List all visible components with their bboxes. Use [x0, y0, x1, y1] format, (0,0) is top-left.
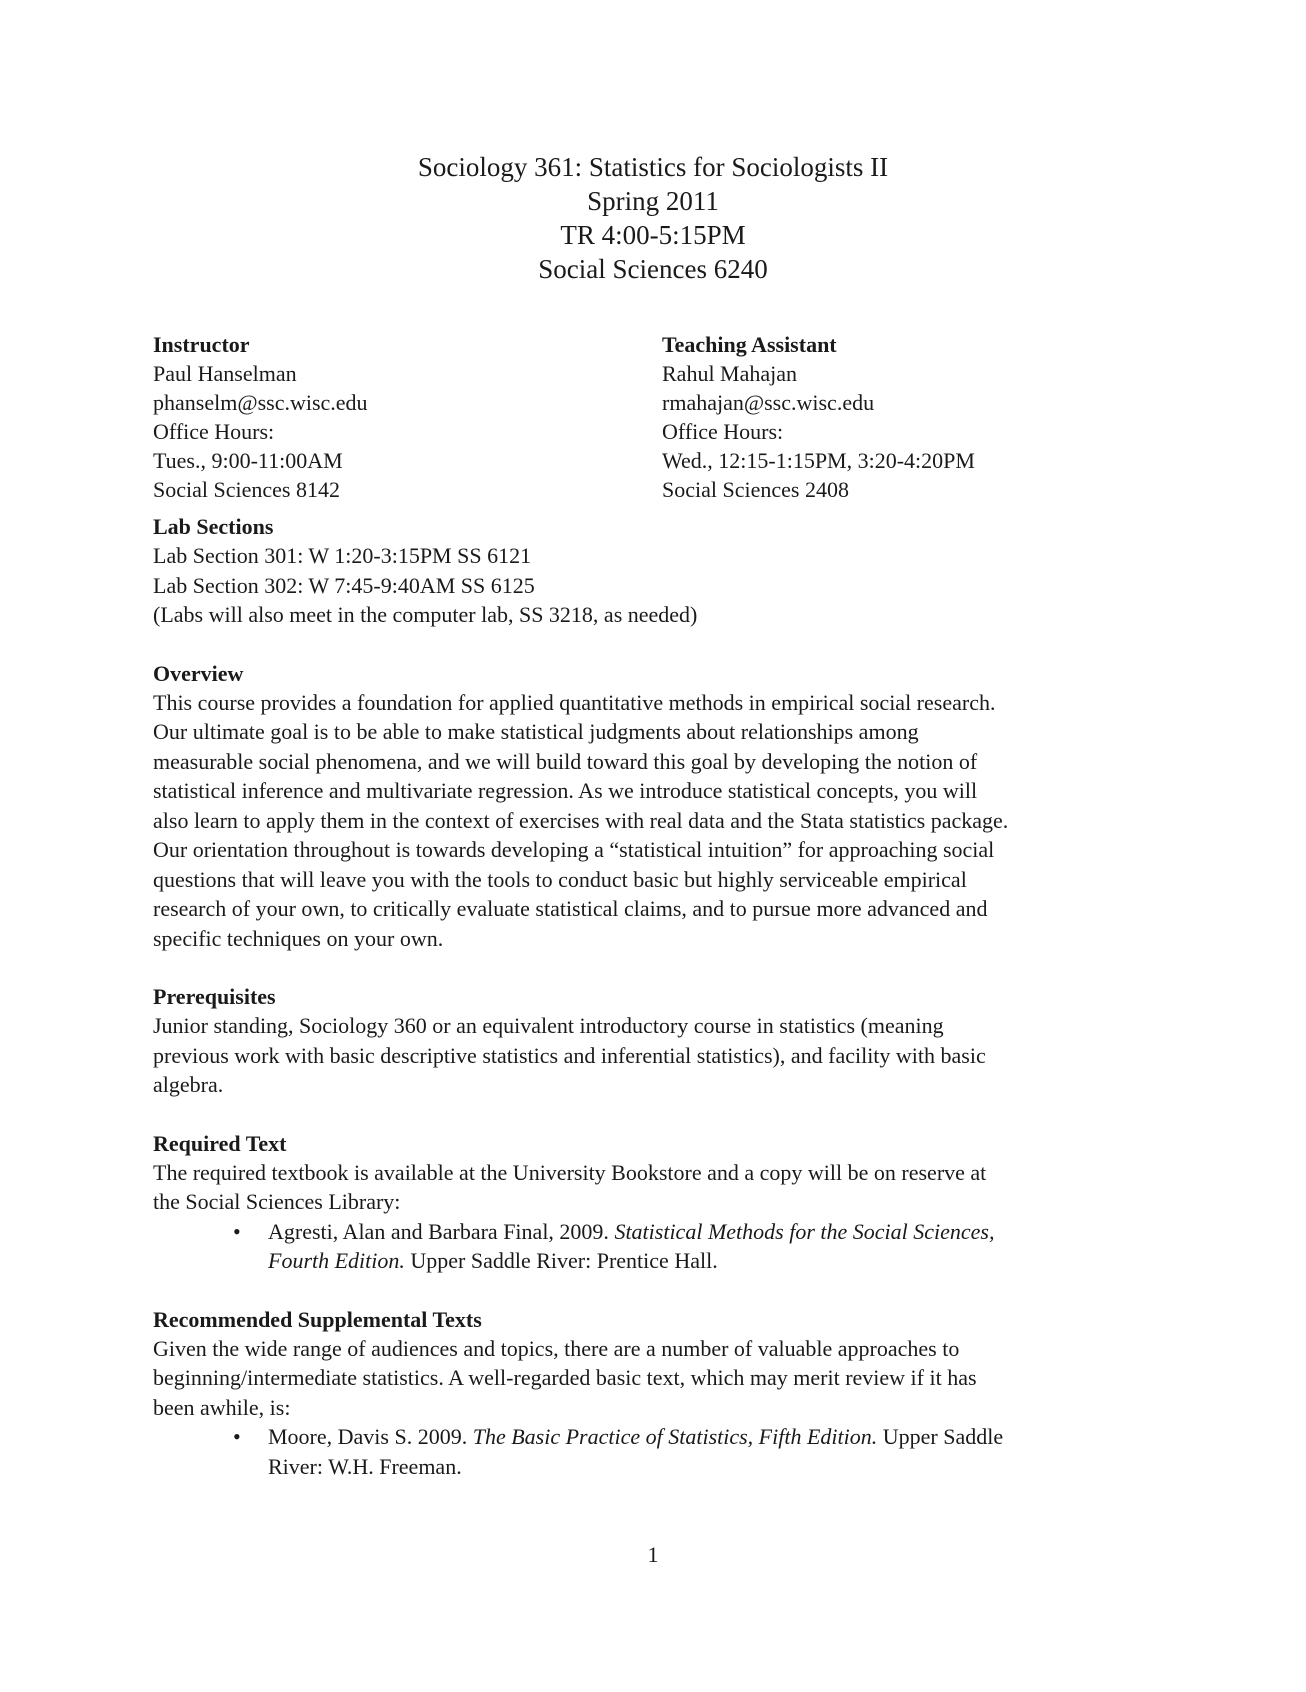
overview-heading: Overview	[153, 660, 244, 686]
instructor-email[interactable]: phanselm@ssc.wisc.edu	[153, 390, 368, 415]
supplemental-texts-section	[153, 1305, 1163, 1482]
ta-office-hours: Wed., 12:15-1:15PM, 3:20-4:20PM	[662, 448, 975, 473]
contacts-block	[153, 330, 1163, 510]
overview-line: also learn to apply them in the context of exercises with real data and the Stata statistics package.	[153, 807, 1009, 833]
ta-office-hours-label: Office Hours:	[662, 419, 784, 444]
supplemental-line: Given the wide range of audiences and topics, there are a number of valuable approaches to	[153, 1335, 960, 1361]
citation-publisher-continued: River: W.H. Freeman.	[268, 1453, 462, 1479]
overview-line: Our orientation throughout is towards developing a “statistical intuition” for approaching social	[153, 837, 995, 862]
course-location: Social Sciences 6240	[538, 254, 768, 284]
overview-line: Our ultimate goal is to be able to make statistical judgments about relationships among	[153, 719, 919, 744]
supplemental-texts-heading: Recommended Supplemental Texts	[153, 1306, 482, 1332]
citation-author: Agresti, Alan and Barbara Final, 2009.	[268, 1218, 615, 1244]
ta-email[interactable]: rmahajan@ssc.wisc.edu	[662, 390, 875, 415]
instructor-heading: Instructor	[153, 332, 250, 357]
citation-publisher: Upper Saddle River: Prentice Hall.	[404, 1248, 718, 1273]
lab-section-line: Lab Section 301: W 1:20-3:15PM SS 6121	[153, 543, 532, 568]
syllabus-page	[153, 150, 1163, 1481]
prerequisites-section	[153, 982, 1163, 1100]
citation-author: Moore, Davis S. 2009.	[268, 1424, 473, 1449]
ta-block	[662, 330, 975, 504]
citation-title-continued: Fourth Edition.	[268, 1248, 405, 1273]
citation-title: Statistical Methods for the Social Sciences,	[614, 1218, 995, 1244]
course-term: Spring 2011	[587, 186, 719, 216]
citation-title: The Basic Practice of Statistics, Fifth Edition.	[472, 1424, 878, 1449]
ta-name: Rahul Mahajan	[662, 361, 798, 386]
page-number: 1	[647, 1542, 659, 1567]
lab-section-line: Lab Section 302: W 7:45-9:40AM SS 6125	[153, 572, 535, 598]
required-text-bullet	[153, 1217, 1163, 1276]
bullet-icon: •	[233, 1218, 241, 1244]
overview-line: statistical inference and multivariate regression. As we introduce statistical concepts, you will	[153, 778, 978, 803]
instructor-office-hours-label: Office Hours:	[153, 419, 275, 444]
supplemental-line: beginning/intermediate statistics. A well-regarded basic text, which may merit review if it has	[153, 1365, 977, 1390]
instructor-office: Social Sciences 8142	[153, 477, 340, 502]
lab-sections	[153, 512, 1163, 630]
overview-line: specific techniques on your own.	[153, 925, 444, 951]
required-text-section	[153, 1129, 1163, 1276]
overview-line: research of your own, to critically evaluate statistical claims, and to pursue more advanced and	[153, 896, 988, 921]
instructor-office-hours: Tues., 9:00-11:00AM	[153, 448, 343, 473]
supplemental-bullet	[153, 1422, 1163, 1481]
supplemental-line: been awhile, is:	[153, 1394, 291, 1420]
ta-office: Social Sciences 2408	[662, 477, 849, 502]
instructor-block	[153, 330, 368, 504]
overview-line: measurable social phenomena, and we will build toward this goal by developing the notion of	[153, 748, 978, 774]
lab-sections-heading: Lab Sections	[153, 514, 274, 539]
course-title-block	[153, 150, 1153, 286]
prerequisites-line: Junior standing, Sociology 360 or an equivalent introductory course in statistics (meaning	[153, 1013, 944, 1038]
course-title: Sociology 361: Statistics for Sociologists II	[417, 152, 889, 182]
prerequisites-line: previous work with basic descriptive statistics and inferential statistics), and facility with basic	[153, 1042, 986, 1068]
required-text-heading: Required Text	[153, 1130, 287, 1156]
prerequisites-heading: Prerequisites	[153, 984, 276, 1009]
overview-line: questions that will leave you with the tools to conduct basic but highly serviceable empirical	[153, 866, 967, 892]
overview-section	[153, 659, 1163, 954]
required-text-line: The required textbook is available at the University Bookstore and a copy will be on reserve at	[153, 1159, 987, 1185]
bullet-icon: •	[233, 1424, 241, 1449]
prerequisites-line: algebra.	[153, 1072, 224, 1097]
ta-heading: Teaching Assistant	[662, 332, 837, 357]
overview-line: This course provides a foundation for applied quantitative methods in empirical social research.	[153, 689, 996, 715]
required-text-line: the Social Sciences Library:	[153, 1189, 401, 1214]
course-meeting-time: TR 4:00-5:15PM	[560, 220, 746, 250]
instructor-name: Paul Hanselman	[153, 361, 297, 386]
citation-publisher: Upper Saddle	[877, 1424, 1004, 1449]
lab-section-line: (Labs will also meet in the computer lab, SS 3218, as needed)	[153, 602, 698, 627]
